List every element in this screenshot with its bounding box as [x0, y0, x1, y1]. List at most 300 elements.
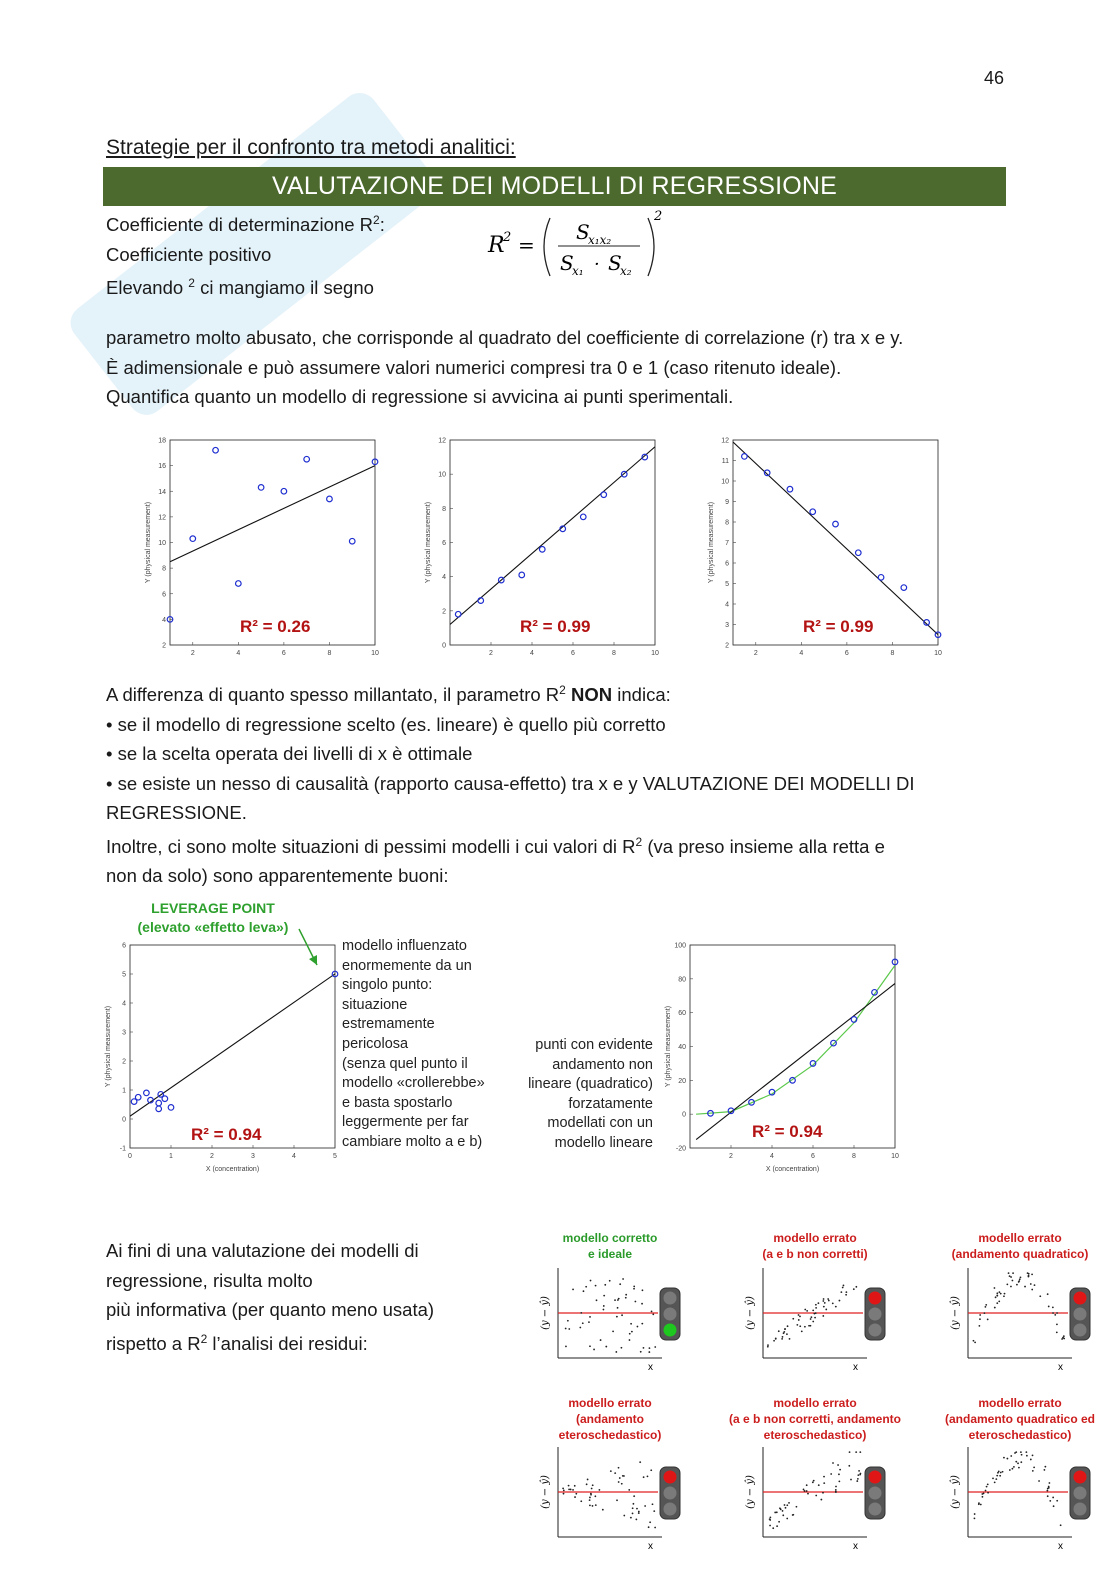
- residual-point: [1048, 1486, 1050, 1488]
- x-tick-label: 4: [799, 650, 804, 657]
- residual-point: [1049, 1500, 1051, 1502]
- residual-point: [824, 1302, 826, 1304]
- quadratic-annotation: [510, 1036, 653, 1154]
- plot-area: [696, 947, 905, 1140]
- residual-point: [818, 1484, 820, 1486]
- annotation-line: (senza quel punto il: [342, 1055, 468, 1072]
- residual-point: [1003, 1295, 1005, 1297]
- residual-point: [1004, 1293, 1006, 1295]
- annotation-line: cambiare molto a e b): [342, 1133, 483, 1150]
- residual-point: [632, 1513, 634, 1515]
- data-point: [162, 1096, 168, 1102]
- residual-point: [974, 1513, 976, 1515]
- y-tick-label: 10: [158, 540, 166, 547]
- residual-point: [810, 1318, 812, 1320]
- residual-point: [796, 1324, 798, 1326]
- residual-point: [806, 1310, 808, 1312]
- residual-point: [1006, 1283, 1008, 1285]
- residual-title-line: e ideale: [587, 1247, 633, 1261]
- residual-point: [822, 1492, 824, 1494]
- residual-point: [639, 1461, 641, 1463]
- p2-after-b: (va preso insieme alla retta e: [642, 835, 885, 857]
- traffic-light-red: [1074, 1292, 1087, 1305]
- residual-x-label: x: [648, 1541, 653, 1552]
- y-axis-label: Y (physical measurement): [145, 501, 152, 584]
- residual-point: [1020, 1276, 1022, 1278]
- residual-point: [815, 1307, 817, 1309]
- residual-point: [636, 1508, 638, 1510]
- section-heading: Strategie per il confronto tra metodi analitici:: [106, 136, 516, 159]
- residual-point: [855, 1286, 857, 1288]
- y-tick-label: 8: [162, 565, 166, 573]
- residual-title-line: modello corretto: [562, 1231, 658, 1245]
- y-tick-label: 0: [682, 1111, 686, 1119]
- paragraph-3-line: Ai fini di una valutazione dei modelli di: [106, 1240, 419, 1261]
- residual-point: [632, 1507, 634, 1509]
- residual-point: [1012, 1280, 1014, 1282]
- residual-point: [778, 1330, 780, 1332]
- residual-y-label: (y − ŷ): [745, 1475, 756, 1509]
- traffic-light-yellow: [1074, 1308, 1087, 1321]
- residual-point: [1044, 1466, 1046, 1468]
- residual-point: [994, 1307, 996, 1309]
- y-tick-label: 6: [725, 560, 729, 568]
- y-tick-label: 4: [725, 601, 729, 609]
- residual-point: [999, 1475, 1001, 1477]
- residual-panel-title: [715, 1395, 915, 1443]
- annotation-line: enormemente da un: [342, 957, 472, 974]
- residual-point: [855, 1451, 857, 1453]
- residual-point: [1012, 1272, 1014, 1274]
- leverage-arrow: [299, 929, 317, 965]
- residual-point: [1052, 1306, 1054, 1308]
- y-tick-label: 8: [725, 519, 729, 527]
- residual-point: [823, 1306, 825, 1308]
- residual-point: [1010, 1276, 1012, 1278]
- residual-point: [1003, 1457, 1005, 1459]
- x-tick-label: 2: [729, 1153, 733, 1160]
- residual-title-line: eteroschedastico): [968, 1428, 1072, 1442]
- residual-point: [653, 1510, 655, 1512]
- y-tick-label: 3: [122, 1029, 126, 1037]
- x-tick-label: 10: [371, 650, 379, 657]
- leverage-point-chart: [103, 935, 343, 1175]
- x-tick-label: 5: [333, 1153, 337, 1160]
- bullet-item: • se la scelta operata dei livelli di x è ottimale: [106, 743, 473, 765]
- residual-point: [1025, 1451, 1027, 1453]
- residual-point: [621, 1314, 623, 1316]
- residual-point: [994, 1481, 996, 1483]
- residual-point: [588, 1321, 590, 1323]
- residual-point: [637, 1326, 639, 1328]
- traffic-light-green: [869, 1503, 882, 1516]
- residual-point: [619, 1283, 621, 1285]
- residual-point: [1028, 1273, 1030, 1275]
- residual-point: [808, 1325, 810, 1327]
- formula-right-paren: [648, 218, 654, 276]
- residual-point: [792, 1514, 794, 1516]
- residual-point: [773, 1340, 775, 1342]
- residual-point: [1054, 1314, 1056, 1316]
- y-tick-label: 4: [122, 1000, 126, 1008]
- residual-point: [845, 1294, 847, 1296]
- x-tick-label: 2: [489, 650, 493, 657]
- residual-point: [859, 1451, 861, 1453]
- residual-point: [996, 1294, 998, 1296]
- residual-point: [983, 1493, 985, 1495]
- residual-point: [583, 1290, 585, 1292]
- residual-point: [590, 1493, 592, 1495]
- formula-dot: ·: [594, 254, 600, 275]
- residual-point: [994, 1287, 996, 1289]
- residual-point: [845, 1291, 847, 1293]
- y-tick-label: 11: [721, 458, 729, 465]
- y-tick-label: 14: [158, 488, 166, 496]
- x-tick-label: 3: [251, 1153, 255, 1160]
- scatter-chart-r2-099-decreasing: [703, 432, 948, 662]
- paragraph-2-after: [106, 828, 1006, 862]
- residual-point: [843, 1285, 845, 1287]
- residual-point: [1010, 1455, 1012, 1457]
- residual-point: [618, 1298, 620, 1300]
- x-tick-label: 2: [190, 650, 195, 657]
- paragraph-2-intro: [106, 676, 1006, 710]
- residual-point: [633, 1286, 635, 1288]
- regression-line: [170, 466, 375, 562]
- residual-point: [572, 1289, 574, 1291]
- intro-line-3-a: Elevando: [106, 277, 189, 299]
- residual-point: [814, 1317, 816, 1319]
- residual-point: [575, 1493, 577, 1495]
- x-tick-label: 8: [327, 650, 332, 657]
- residual-point: [812, 1309, 814, 1311]
- residual-point: [767, 1344, 769, 1346]
- y-tick-label: 6: [162, 591, 166, 599]
- residual-point: [995, 1296, 997, 1298]
- y-tick-label: 100: [674, 942, 686, 950]
- data-point: [878, 575, 884, 581]
- residual-point: [983, 1312, 985, 1314]
- residual-point: [1017, 1462, 1019, 1464]
- traffic-light-icon: [660, 1288, 680, 1340]
- y-tick-label: 0: [122, 1116, 126, 1124]
- residual-point: [586, 1483, 588, 1485]
- residual-point: [1021, 1454, 1023, 1456]
- quadratic-fit-chart: [660, 935, 910, 1175]
- residual-point: [1020, 1451, 1022, 1453]
- residual-point: [823, 1298, 825, 1300]
- x-tick-label: 6: [281, 650, 286, 657]
- formula-denominator-a: S: [560, 251, 574, 275]
- traffic-light-yellow: [869, 1487, 882, 1500]
- formula-lhs: R: [488, 233, 505, 258]
- residual-point: [579, 1327, 581, 1329]
- paragraph-2: [106, 676, 1006, 891]
- residual-point: [618, 1481, 620, 1483]
- residual-point: [631, 1331, 633, 1333]
- residual-point: [776, 1525, 778, 1527]
- residual-point: [827, 1298, 829, 1300]
- residual-point: [974, 1341, 976, 1343]
- x-tick-label: 8: [890, 650, 895, 657]
- residual-point: [850, 1479, 852, 1481]
- scatter-chart-r2-026: [140, 432, 385, 662]
- formula-left-paren: [544, 218, 550, 276]
- residual-point: [835, 1306, 837, 1308]
- residual-point: [610, 1470, 612, 1472]
- residual-point: [1060, 1524, 1062, 1526]
- residual-point: [799, 1325, 801, 1327]
- residual-point: [775, 1337, 777, 1339]
- residual-point: [633, 1495, 635, 1497]
- residual-title-line: modello errato: [978, 1396, 1062, 1410]
- residual-point: [600, 1339, 602, 1341]
- annotation-line: estremamente: [342, 1016, 435, 1033]
- residual-point: [995, 1478, 997, 1480]
- residual-point: [832, 1462, 834, 1464]
- data-point: [855, 550, 861, 556]
- x-tick-label: 10: [651, 650, 659, 657]
- residual-point: [643, 1476, 645, 1478]
- residual-point: [992, 1477, 994, 1479]
- y-tick-label: 12: [721, 437, 729, 445]
- residual-point: [616, 1316, 618, 1318]
- residual-point: [973, 1340, 975, 1342]
- residual-point: [842, 1287, 844, 1289]
- residual-point: [835, 1491, 837, 1493]
- residual-point: [1008, 1272, 1010, 1274]
- data-point: [787, 486, 793, 492]
- residual-point: [629, 1333, 631, 1335]
- residual-point: [589, 1316, 591, 1318]
- residual-point: [630, 1323, 632, 1325]
- residual-point: [654, 1527, 656, 1529]
- residual-point: [780, 1508, 782, 1510]
- residual-point: [589, 1497, 591, 1499]
- data-point: [236, 581, 242, 587]
- residual-point: [1020, 1461, 1022, 1463]
- residual-point: [1056, 1312, 1058, 1314]
- traffic-light-icon: [1070, 1467, 1090, 1519]
- intro-line-3-b: ci mangiamo il segno: [194, 277, 374, 299]
- formula-numerator-sub: x₁x₂: [588, 233, 612, 247]
- residual-point: [641, 1303, 643, 1305]
- residual-point: [823, 1482, 825, 1484]
- residual-point: [782, 1514, 784, 1516]
- p3-last-b: l’analisi dei residui:: [207, 1332, 368, 1354]
- bullet-item: • se il modello di regressione scelto (es. lineare) è quello più corretto: [106, 713, 666, 735]
- residual-point: [643, 1347, 645, 1349]
- traffic-light-green: [1074, 1503, 1087, 1516]
- residual-point: [1048, 1306, 1050, 1308]
- annotation-line: singolo punto:: [342, 977, 433, 994]
- traffic-light-icon: [865, 1467, 885, 1519]
- residual-point: [815, 1312, 817, 1314]
- y-tick-label: 7: [725, 540, 729, 547]
- plot-frame: [690, 945, 895, 1148]
- residual-point: [638, 1512, 640, 1514]
- residual-panel: [530, 1395, 690, 1560]
- residual-point: [978, 1325, 980, 1327]
- residual-point: [837, 1464, 839, 1466]
- residual-point: [815, 1495, 817, 1497]
- y-tick-label: 12: [438, 437, 446, 445]
- residual-point: [858, 1470, 860, 1472]
- x-tick-label: 1: [169, 1153, 173, 1160]
- residual-point: [594, 1495, 596, 1497]
- residual-point: [804, 1490, 806, 1492]
- residual-panel: [728, 1395, 902, 1560]
- residual-point: [603, 1309, 605, 1311]
- y-axis-label: Y (physical measurement): [105, 1005, 112, 1088]
- residual-point: [769, 1525, 771, 1527]
- y-tick-label: 6: [122, 942, 126, 950]
- data-point: [327, 496, 333, 502]
- residual-y-label: (y − ŷ): [950, 1296, 961, 1330]
- r-squared-annotation: R² = 0.99: [520, 617, 591, 636]
- residual-point: [1028, 1275, 1030, 1277]
- residual-point: [806, 1490, 808, 1492]
- annotation-line: pericolosa: [342, 1035, 409, 1052]
- traffic-light-red: [664, 1471, 677, 1484]
- residual-point: [1010, 1286, 1012, 1288]
- residual-point: [593, 1349, 595, 1351]
- p2-line1-c: indica:: [612, 684, 671, 706]
- residual-point: [1038, 1480, 1040, 1482]
- traffic-light-green: [664, 1503, 677, 1516]
- paragraph-3-line: [106, 1325, 506, 1359]
- residual-point: [605, 1346, 607, 1348]
- paragraph-1: [106, 323, 1026, 412]
- data-point: [601, 492, 607, 498]
- data-point: [213, 447, 219, 453]
- residual-point: [1011, 1468, 1013, 1470]
- formula-equals: =: [518, 233, 535, 257]
- residual-point: [985, 1490, 987, 1492]
- residual-point: [623, 1475, 625, 1477]
- residual-point: [767, 1346, 769, 1348]
- residual-title-line: (andamento quadratico): [951, 1247, 1089, 1261]
- x-tick-label: 10: [891, 1153, 899, 1160]
- data-point: [349, 538, 355, 544]
- traffic-light-green: [664, 1324, 677, 1337]
- residual-point: [580, 1500, 582, 1502]
- residual-point: [798, 1314, 800, 1316]
- residual-title-line: modello errato: [773, 1396, 857, 1410]
- data-point: [156, 1106, 162, 1112]
- plot-frame: [130, 945, 335, 1148]
- residual-point: [1032, 1454, 1034, 1456]
- residual-point: [979, 1318, 981, 1320]
- scatter-chart-r2-099-increasing: [420, 432, 665, 662]
- x-tick-label: 0: [128, 1153, 132, 1160]
- bullet-item: REGRESSIONE.: [106, 802, 247, 824]
- residual-point: [839, 1469, 841, 1471]
- y-tick-label: 2: [162, 642, 166, 650]
- residual-point: [979, 1314, 981, 1316]
- r-squared-formula: [488, 206, 678, 290]
- residual-point: [647, 1475, 649, 1477]
- residual-point: [625, 1294, 627, 1296]
- residual-point: [986, 1486, 988, 1488]
- residual-point: [621, 1347, 623, 1349]
- paragraph-1-line: È adimensionale e può assumere valori numerici compresi tra 0 e 1 (caso ritenuto ideale).: [106, 356, 842, 378]
- bullet-item: • se esiste un nesso di causalità (rapporto causa-effetto) tra x e y VALUTAZIONE DEI MODELLI DI: [106, 772, 915, 794]
- residual-point: [633, 1288, 635, 1290]
- residual-point: [784, 1504, 786, 1506]
- residual-point: [615, 1351, 617, 1353]
- data-point: [156, 1100, 162, 1106]
- residual-point: [804, 1309, 806, 1311]
- y-tick-label: 2: [122, 1058, 126, 1066]
- residual-panel-title: [715, 1230, 915, 1262]
- residual-point: [813, 1480, 815, 1482]
- residual-panel-title: [510, 1395, 710, 1443]
- x-axis-label: X (concentration): [765, 1166, 820, 1173]
- residual-point: [798, 1319, 800, 1321]
- residual-point: [1019, 1278, 1021, 1280]
- residual-point: [641, 1323, 643, 1325]
- residual-point: [614, 1299, 616, 1301]
- residual-point: [628, 1489, 630, 1491]
- residual-point: [996, 1475, 998, 1477]
- residual-point: [1000, 1293, 1002, 1295]
- residual-point: [1015, 1461, 1017, 1463]
- residual-point: [996, 1292, 998, 1294]
- traffic-light-yellow: [664, 1308, 677, 1321]
- residual-point: [849, 1451, 851, 1453]
- r-squared-annotation: R² = 0.26: [240, 617, 311, 636]
- residual-point: [598, 1489, 600, 1491]
- residual-title-line: modello errato: [978, 1231, 1062, 1245]
- residual-point: [591, 1488, 593, 1490]
- p3-last-sup: 2: [200, 1331, 208, 1346]
- residual-point: [1016, 1284, 1018, 1286]
- data-point: [135, 1094, 141, 1100]
- residual-point: [621, 1483, 623, 1485]
- residual-point: [635, 1519, 637, 1521]
- residual-point: [974, 1517, 976, 1519]
- residual-plot: [940, 1266, 1100, 1376]
- residual-title-line: modello errato: [568, 1396, 652, 1410]
- p2-line1-a: A differenza di quanto spesso millantato, il parametro R: [106, 684, 560, 706]
- residual-point: [1034, 1284, 1036, 1286]
- y-tick-label: 16: [158, 463, 166, 471]
- annotation-line: punti con evidente: [535, 1037, 653, 1053]
- paragraph-3: [106, 1236, 506, 1358]
- residual-panel: [530, 1230, 690, 1395]
- residual-point: [786, 1333, 788, 1335]
- y-tick-label: 2: [442, 608, 446, 616]
- residual-point: [1049, 1482, 1051, 1484]
- leverage-subtitle: (elevato «effetto leva»): [137, 919, 289, 935]
- residual-point: [838, 1481, 840, 1483]
- residual-title-line: (andamento: [575, 1412, 644, 1426]
- residual-point: [774, 1512, 776, 1514]
- leverage-annotation: [342, 937, 502, 1153]
- residual-point: [582, 1322, 584, 1324]
- x-tick-label: 4: [292, 1153, 296, 1160]
- residual-point: [806, 1484, 808, 1486]
- residual-point: [1043, 1469, 1045, 1471]
- residual-title-line: eteroschedastico): [763, 1428, 867, 1442]
- residual-point: [565, 1346, 567, 1348]
- traffic-light-yellow: [1074, 1487, 1087, 1500]
- y-tick-label: 4: [162, 616, 166, 624]
- plot-frame: [450, 440, 655, 645]
- residual-panel: [940, 1395, 1100, 1560]
- residual-point: [1047, 1488, 1049, 1490]
